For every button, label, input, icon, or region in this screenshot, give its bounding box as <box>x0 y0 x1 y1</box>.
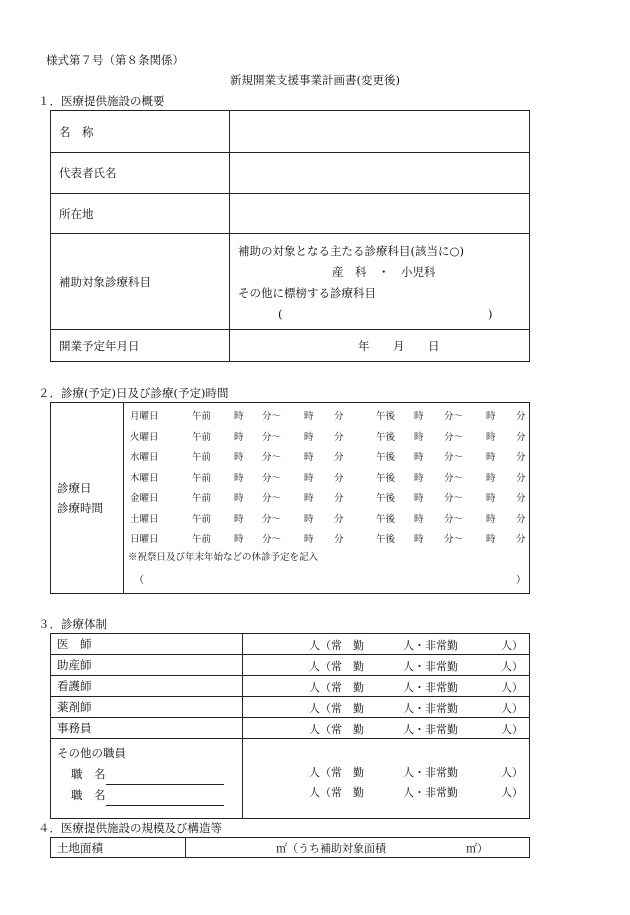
staff-row <box>51 697 530 718</box>
schedule-unit: 分～ <box>262 411 282 422</box>
schedule-unit: 時 <box>234 472 244 484</box>
schedule-unit: 分～ <box>444 513 464 525</box>
staff-count-field[interactable] <box>243 697 530 718</box>
staff-role-label: 看護師 <box>51 676 243 697</box>
schedule-unit: 午後 <box>376 431 396 443</box>
field-open-date[interactable] <box>230 330 530 362</box>
schedule-unit: 分 <box>516 513 526 525</box>
note-paren-open: （ <box>134 575 144 586</box>
label-other-staff <box>51 739 243 819</box>
weekday-label: 月曜日 <box>130 411 159 422</box>
count-unit-1: 人（常 勤 <box>309 660 364 673</box>
section1-heading: １．医療提供施設の概要 <box>38 94 165 108</box>
field-land-area[interactable] <box>186 838 530 858</box>
section4-heading: ４．医療提供施設の規模及び構造等 <box>38 821 222 835</box>
schedule-unit: 時 <box>304 452 314 463</box>
staff-row <box>51 634 530 655</box>
schedule-unit: 分 <box>334 513 344 525</box>
staff-row <box>51 655 530 676</box>
staff-role-label: 医 師 <box>51 634 243 655</box>
schedule-unit: 時 <box>414 431 424 443</box>
count-unit-2: 人・非常勤 <box>403 681 458 694</box>
paren-open: ( <box>278 306 283 321</box>
schedule-table <box>50 402 530 594</box>
field-representative[interactable] <box>230 153 530 194</box>
schedule-unit: 時 <box>486 513 496 525</box>
schedule-unit: 時 <box>234 411 244 422</box>
weekday-label: 火曜日 <box>130 431 159 443</box>
count-unit-2: 人・非常勤 <box>403 702 458 715</box>
job-title-field-2[interactable] <box>106 793 224 806</box>
schedule-unit: 分～ <box>262 534 282 545</box>
schedule-unit: 午前 <box>192 513 212 525</box>
staff-role-label: 助産師 <box>51 655 243 676</box>
schedule-unit: 時 <box>486 472 496 484</box>
schedule-unit: 分～ <box>444 534 464 545</box>
count-unit-3: 人） <box>501 660 523 673</box>
count-unit-1: 人（常 勤 <box>309 786 364 799</box>
schedule-label-hours: 診療時間 <box>57 501 103 515</box>
schedule-unit: 時 <box>234 452 244 463</box>
facility-overview-table <box>50 110 530 362</box>
schedule-unit: 分 <box>334 472 344 484</box>
schedule-unit: 午後 <box>376 472 396 484</box>
schedule-row[interactable] <box>124 429 529 443</box>
schedule-unit: 分～ <box>262 452 282 463</box>
schedule-row[interactable] <box>124 490 529 504</box>
schedule-unit: 分 <box>516 431 526 443</box>
section3-heading: ３．診療体制 <box>38 617 107 631</box>
schedule-unit: 分～ <box>262 472 282 484</box>
schedule-unit: 時 <box>304 493 314 504</box>
schedule-label-days: 診療日 <box>57 481 92 495</box>
label-open-date: 開業予定年月日 <box>51 330 230 362</box>
field-subjects[interactable] <box>230 234 530 330</box>
schedule-unit: 時 <box>234 513 244 525</box>
schedule-unit: 時 <box>304 431 314 443</box>
schedule-unit: 午前 <box>192 431 212 443</box>
schedule-unit: 分～ <box>262 431 282 443</box>
schedule-unit: 時 <box>234 534 244 545</box>
area-unit-subsidy: ㎡） <box>466 841 488 855</box>
schedule-unit: 時 <box>304 534 314 545</box>
note-paren-close: ） <box>516 575 526 586</box>
other-staff-counts[interactable] <box>243 739 530 819</box>
schedule-row[interactable] <box>124 531 529 545</box>
staff-row <box>51 718 530 739</box>
staff-role-label: 薬剤師 <box>51 697 243 718</box>
count-unit-1: 人（常 勤 <box>309 723 364 736</box>
schedule-unit: 分 <box>334 534 344 545</box>
subjects-options: 産 科 ・ 小児科 <box>332 264 436 279</box>
schedule-unit: 時 <box>234 493 244 504</box>
count-unit-3: 人） <box>501 786 523 799</box>
subjects-other-label: その他に標榜する診療科目 <box>238 285 376 300</box>
staffing-table <box>50 633 530 819</box>
schedule-unit: 午前 <box>192 452 212 463</box>
schedule-unit: 分～ <box>444 431 464 443</box>
schedule-unit: 分 <box>334 431 344 443</box>
schedule-unit: 分 <box>516 534 526 545</box>
schedule-unit: 時 <box>414 513 424 525</box>
count-unit-3: 人） <box>501 702 523 715</box>
area-unit-total: ㎡（うち補助対象面積 <box>276 841 386 855</box>
schedule-unit: 分～ <box>444 411 464 422</box>
schedule-unit: 時 <box>304 472 314 484</box>
count-unit-1: 人（常 勤 <box>309 702 364 715</box>
schedule-unit: 午前 <box>192 472 212 484</box>
weekday-label: 水曜日 <box>130 452 159 463</box>
schedule-unit: 時 <box>414 534 424 545</box>
count-unit-1: 人（常 勤 <box>309 766 364 779</box>
schedule-unit: 時 <box>304 411 314 422</box>
label-name: 名 称 <box>51 111 230 153</box>
date-year: 年 <box>358 338 370 353</box>
staff-count-field[interactable] <box>243 655 530 676</box>
staff-count-field[interactable] <box>243 718 530 739</box>
count-unit-2: 人・非常勤 <box>403 723 458 736</box>
field-address[interactable] <box>230 194 530 234</box>
count-unit-3: 人） <box>501 723 523 736</box>
schedule-unit: 分 <box>516 452 526 463</box>
field-name[interactable] <box>230 111 530 153</box>
schedule-unit: 分 <box>516 472 526 484</box>
schedule-unit: 分 <box>334 493 344 504</box>
schedule-unit: 時 <box>414 452 424 463</box>
other-staff-title: その他の職員 <box>57 746 126 760</box>
schedule-unit: 午後 <box>376 493 396 504</box>
count-unit-3: 人） <box>501 639 523 652</box>
schedule-unit: 時 <box>414 472 424 484</box>
schedule-row[interactable] <box>124 511 529 525</box>
schedule-unit: 時 <box>234 431 244 443</box>
staff-role-label: 事務員 <box>51 718 243 739</box>
count-unit-3: 人） <box>501 766 523 779</box>
schedule-unit: 分～ <box>444 493 464 504</box>
holiday-note: ※祝祭日及び年末年始などの休診予定を記入 <box>128 552 319 563</box>
label-address: 所在地 <box>51 194 230 234</box>
schedule-unit: 分～ <box>262 493 282 504</box>
job-title-label: 職 名 <box>71 788 106 802</box>
staff-count-field[interactable] <box>243 634 530 655</box>
schedule-unit: 時 <box>486 493 496 504</box>
weekday-label: 金曜日 <box>130 493 159 504</box>
count-unit-3: 人） <box>501 681 523 694</box>
schedule-unit: 分～ <box>262 513 282 525</box>
label-representative: 代表者氏名 <box>51 153 230 194</box>
schedule-unit: 時 <box>414 411 424 422</box>
schedule-unit: 時 <box>486 431 496 443</box>
schedule-grid[interactable] <box>124 403 529 593</box>
staff-row <box>51 676 530 697</box>
schedule-unit: 分 <box>516 493 526 504</box>
schedule-unit: 時 <box>486 534 496 545</box>
count-unit-2: 人・非常勤 <box>403 639 458 652</box>
schedule-unit: 時 <box>486 411 496 422</box>
count-unit-2: 人・非常勤 <box>403 660 458 673</box>
schedule-unit: 午後 <box>376 513 396 525</box>
subjects-instruction: 補助の対象となる主たる診療科目(該当に○) <box>238 243 465 258</box>
schedule-row[interactable] <box>124 449 529 463</box>
schedule-unit: 時 <box>486 452 496 463</box>
schedule-unit: 分 <box>334 452 344 463</box>
schedule-unit: 時 <box>414 493 424 504</box>
scale-table <box>50 837 530 858</box>
schedule-unit: 午前 <box>192 493 212 504</box>
count-unit-1: 人（常 勤 <box>309 681 364 694</box>
staff-count-field[interactable] <box>243 676 530 697</box>
label-land-area: 土地面積 <box>51 838 186 858</box>
weekday-label: 木曜日 <box>130 472 159 484</box>
document-title: 新規開業支援事業計画書(変更後) <box>230 73 400 87</box>
date-day: 日 <box>428 338 440 353</box>
schedule-unit: 午後 <box>376 452 396 463</box>
weekday-label: 土曜日 <box>130 513 159 525</box>
schedule-unit: 午後 <box>376 534 396 545</box>
job-title-label: 職 名 <box>71 767 106 781</box>
schedule-unit: 時 <box>304 513 314 525</box>
schedule-unit: 午後 <box>376 411 396 422</box>
paren-close: ) <box>488 306 493 321</box>
weekday-label: 日曜日 <box>130 534 159 545</box>
schedule-unit: 分～ <box>444 452 464 463</box>
schedule-unit: 分～ <box>444 472 464 484</box>
schedule-unit: 分 <box>516 411 526 422</box>
label-subjects: 補助対象診療科目 <box>51 234 230 330</box>
schedule-unit: 午前 <box>192 534 212 545</box>
schedule-unit: 分 <box>334 411 344 422</box>
count-unit-2: 人・非常勤 <box>403 786 458 799</box>
schedule-row[interactable] <box>124 470 529 484</box>
count-unit-2: 人・非常勤 <box>403 766 458 779</box>
schedule-label <box>51 403 124 594</box>
count-unit-1: 人（常 勤 <box>309 639 364 652</box>
schedule-row[interactable] <box>124 408 529 422</box>
schedule-unit: 午前 <box>192 411 212 422</box>
section2-heading: ２．診療(予定)日及び診療(予定)時間 <box>38 386 229 400</box>
form-number: 様式第７号（第８条関係） <box>46 53 184 67</box>
job-title-field-1[interactable] <box>106 772 224 785</box>
date-month: 月 <box>393 338 405 353</box>
